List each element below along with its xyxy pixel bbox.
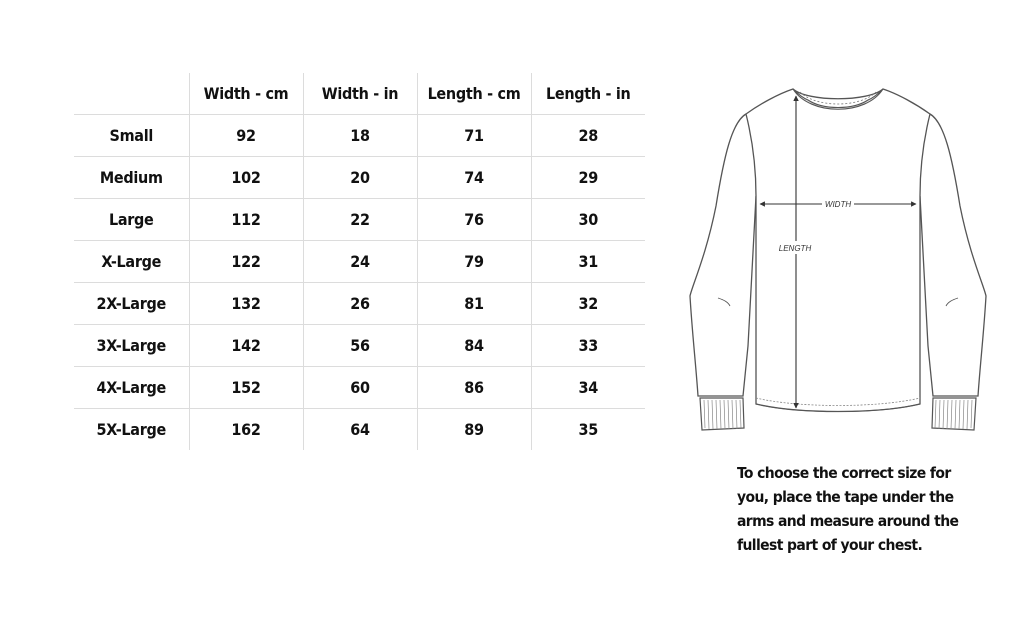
size-label: Small xyxy=(74,115,189,157)
length-cm-cell: 74 xyxy=(417,157,531,199)
table-row xyxy=(74,325,645,367)
header-row xyxy=(74,73,645,115)
length-cm-cell: 71 xyxy=(417,115,531,157)
measurement-instructions: To choose the correct size for you, place the tape under the arms and measure around the fullest part of your chest. xyxy=(737,464,959,554)
right-cuff xyxy=(932,398,976,430)
header-length-in: Length - in xyxy=(531,73,645,115)
length-cm-cell: 79 xyxy=(417,241,531,283)
table-row xyxy=(74,367,645,409)
length-cm-cell: 76 xyxy=(417,199,531,241)
length-label: LENGTH xyxy=(778,244,812,253)
width-in-cell: 18 xyxy=(303,115,417,157)
length-in-cell: 29 xyxy=(531,157,645,199)
shirt-body xyxy=(746,89,930,412)
table-row xyxy=(74,157,645,199)
width-in-cell: 22 xyxy=(303,199,417,241)
width-in-cell: 56 xyxy=(303,325,417,367)
left-cuff xyxy=(700,398,744,430)
size-label: 4X-Large xyxy=(74,367,189,409)
width-cm-cell: 102 xyxy=(189,157,303,199)
long-sleeve-shirt-diagram xyxy=(688,86,988,434)
width-cm-cell: 132 xyxy=(189,283,303,325)
table-row xyxy=(74,115,645,157)
width-cm-cell: 152 xyxy=(189,367,303,409)
width-in-cell: 24 xyxy=(303,241,417,283)
header-width-in: Width - in xyxy=(303,73,417,115)
length-in-cell: 32 xyxy=(531,283,645,325)
table-row xyxy=(74,199,645,241)
length-cm-cell: 81 xyxy=(417,283,531,325)
width-cm-cell: 122 xyxy=(189,241,303,283)
size-label: Medium xyxy=(74,157,189,199)
header-width-cm: Width - cm xyxy=(189,73,303,115)
table-row xyxy=(74,409,645,451)
length-in-cell: 34 xyxy=(531,367,645,409)
size-label: 5X-Large xyxy=(74,409,189,451)
size-chart-table xyxy=(74,73,645,450)
size-label: X-Large xyxy=(74,241,189,283)
width-cm-cell: 112 xyxy=(189,199,303,241)
width-cm-cell: 142 xyxy=(189,325,303,367)
size-label: Large xyxy=(74,199,189,241)
length-in-cell: 30 xyxy=(531,199,645,241)
width-in-cell: 20 xyxy=(303,157,417,199)
length-in-cell: 28 xyxy=(531,115,645,157)
header-length-cm: Length - cm xyxy=(417,73,531,115)
size-label: 2X-Large xyxy=(74,283,189,325)
width-label: WIDTH xyxy=(824,200,852,209)
length-in-cell: 33 xyxy=(531,325,645,367)
width-in-cell: 64 xyxy=(303,409,417,451)
table-row xyxy=(74,283,645,325)
size-label: 3X-Large xyxy=(74,325,189,367)
right-sleeve xyxy=(920,114,986,396)
header-size xyxy=(74,73,189,115)
width-in-cell: 26 xyxy=(303,283,417,325)
table-row xyxy=(74,241,645,283)
width-in-cell: 60 xyxy=(303,367,417,409)
width-cm-cell: 92 xyxy=(189,115,303,157)
length-cm-cell: 84 xyxy=(417,325,531,367)
length-cm-cell: 86 xyxy=(417,367,531,409)
length-in-cell: 35 xyxy=(578,420,598,439)
width-cm-cell: 162 xyxy=(189,409,303,451)
left-sleeve xyxy=(690,114,756,396)
length-cm-cell: 89 xyxy=(417,409,531,451)
length-in-cell: 31 xyxy=(531,241,645,283)
